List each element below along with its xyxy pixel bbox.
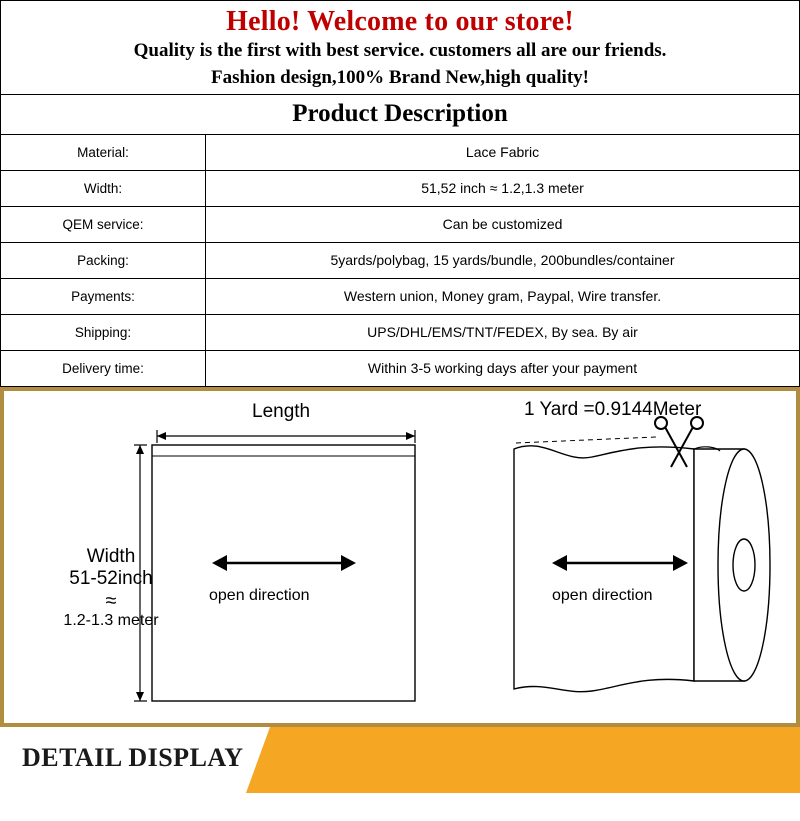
- length-arrow-right-icon: [406, 432, 415, 440]
- open-direction-label-right: open direction: [552, 586, 653, 604]
- spec-label: Delivery time:: [1, 350, 206, 386]
- spec-label: Width:: [1, 170, 206, 206]
- store-welcome-header: [0, 0, 800, 94]
- detail-display-title: DETAIL DISPLAY: [22, 742, 244, 772]
- spec-value: Lace Fabric: [206, 134, 800, 170]
- fabric-roll-core: [733, 539, 755, 591]
- diagram-canvas: [4, 391, 796, 723]
- table-row: [1, 314, 800, 350]
- welcome-headline: Hello! Welcome to our store!: [226, 6, 574, 37]
- width-label: Width: [86, 545, 136, 567]
- tagline-line-1: Quality is the first with best service. customers all are our friends.: [133, 40, 667, 62]
- tagline-line-2: Fashion design,100% Brand New,high quality!: [211, 66, 589, 88]
- width-arrow-top-icon: [136, 445, 144, 454]
- cut-line: [516, 437, 656, 443]
- spec-label: Payments:: [1, 278, 206, 314]
- spec-value: 51,52 inch ≈ 1.2,1.3 meter: [206, 170, 800, 206]
- length-arrow-left-icon: [157, 432, 166, 440]
- table-row: [1, 242, 800, 278]
- spec-value: 5yards/polybag, 15 yards/bundle, 200bundles/container: [206, 242, 800, 278]
- detail-display-banner: [0, 727, 800, 793]
- spec-value: Can be customized: [206, 206, 800, 242]
- width-arrow-bottom-icon: [136, 692, 144, 701]
- table-row: [1, 350, 800, 386]
- length-label: Length: [252, 400, 311, 422]
- spec-value: Within 3-5 working days after your payment: [206, 350, 800, 386]
- yard-conversion-label: 1 Yard =0.9144Meter: [524, 398, 702, 420]
- fabric-measurement-diagram: [0, 387, 800, 727]
- specification-table-body: [1, 134, 800, 386]
- approx-symbol: ≈: [105, 589, 117, 612]
- width-meter-value: 1.2-1.3 meter: [63, 611, 159, 629]
- width-label-group: [56, 546, 166, 630]
- spec-label: Material:: [1, 134, 206, 170]
- spec-label: Shipping:: [1, 314, 206, 350]
- spec-value: Western union, Money gram, Paypal, Wire transfer.: [206, 278, 800, 314]
- table-row: [1, 206, 800, 242]
- table-row: [1, 278, 800, 314]
- specification-table: [0, 134, 800, 387]
- length-dimension-line: [157, 430, 415, 443]
- width-inch-value: 51-52inch: [69, 567, 153, 589]
- spec-value: UPS/DHL/EMS/TNT/FEDEX, By sea. By air: [206, 314, 800, 350]
- table-row: [1, 134, 800, 170]
- spec-label: Packing:: [1, 242, 206, 278]
- draped-fabric-shape: [514, 446, 694, 692]
- fabric-sheet-shape: [152, 445, 415, 701]
- product-description-title-row: [0, 94, 800, 134]
- spec-label: QEM service:: [1, 206, 206, 242]
- table-row: [1, 170, 800, 206]
- page-title: Product Description: [292, 99, 508, 127]
- open-direction-label-left: open direction: [209, 586, 310, 604]
